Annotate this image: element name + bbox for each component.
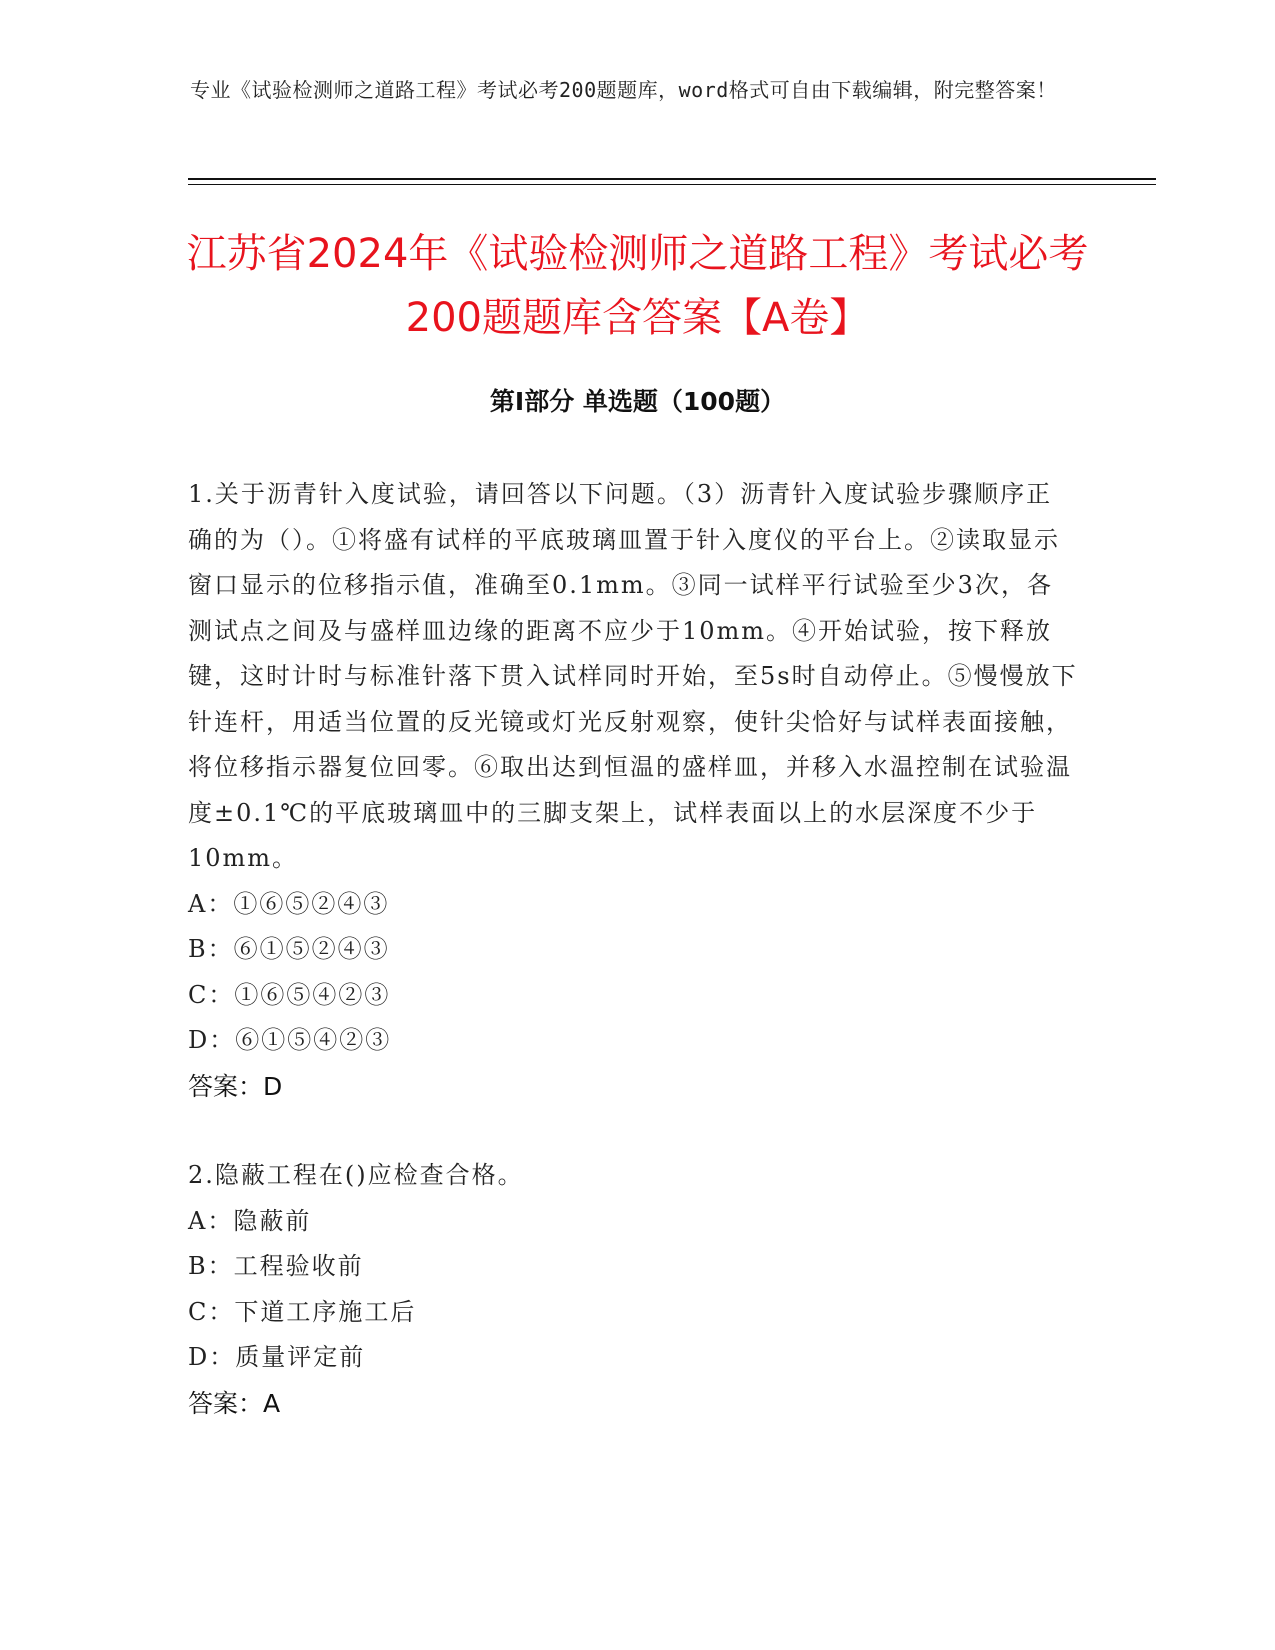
header-note: 专业《试验检测师之道路工程》考试必考200题题库，word格式可自由下载编辑，附完整答案！ [190,78,1057,102]
header-divider-thick [188,178,1156,180]
answer-text: 答案：A [188,1388,281,1418]
option-b: B：⑥①⑤②④③ [188,935,390,963]
question-item [188,1153,1078,1426]
option-b: B：工程验收前 [188,1252,364,1280]
section-heading: 第I部分 单选题（100题） [489,387,786,416]
question-text: 2.隐蔽工程在()应检查合格。 [188,1161,524,1189]
question-text: 1.关于沥青针入度试验，请回答以下问题。（3）沥青针入度试验步骤顺序正确的为（）。①将盛有试样的平底玻璃皿置于针入度仪的平台上。②读取显示窗口显示的位移指示值，准确至0.1mm。③同一试样平行试验至少3次，各测试点之间及与盛样皿边缘的距离不应少于10mm。④开始试验，按下释放键，这时计时与标准针落下贯入试样同时开始，至5s时自动停止。⑤慢慢放下针连杆，用适当位置的反光镜或灯光反射观察，使针尖恰好与试样表面接触，将位移指示器复位回零。⑥取出达到恒温的盛样皿，并移入水温控制在试验温度±0.1℃的平底玻璃皿中的三脚支架上，试样表面以上的水层深度不少于10mm。 [188,480,1078,872]
option-d: D：质量评定前 [188,1343,366,1371]
question-list [188,472,1078,1426]
option-a: A：隐蔽前 [188,1206,312,1235]
option-a: A：①⑥⑤②④③ [188,889,390,918]
document-title: 江苏省2024年《试验检测师之道路工程》考试必考200题题库含答案【A卷】 [186,231,1089,341]
option-c: C：下道工序施工后 [188,1297,417,1326]
answer-text: 答案：D [188,1071,283,1101]
header-divider-thin [188,184,1156,185]
question-item [188,472,1078,1109]
option-d: D：⑥①⑤④②③ [188,1026,392,1054]
option-c: C：①⑥⑤④②③ [188,980,391,1009]
